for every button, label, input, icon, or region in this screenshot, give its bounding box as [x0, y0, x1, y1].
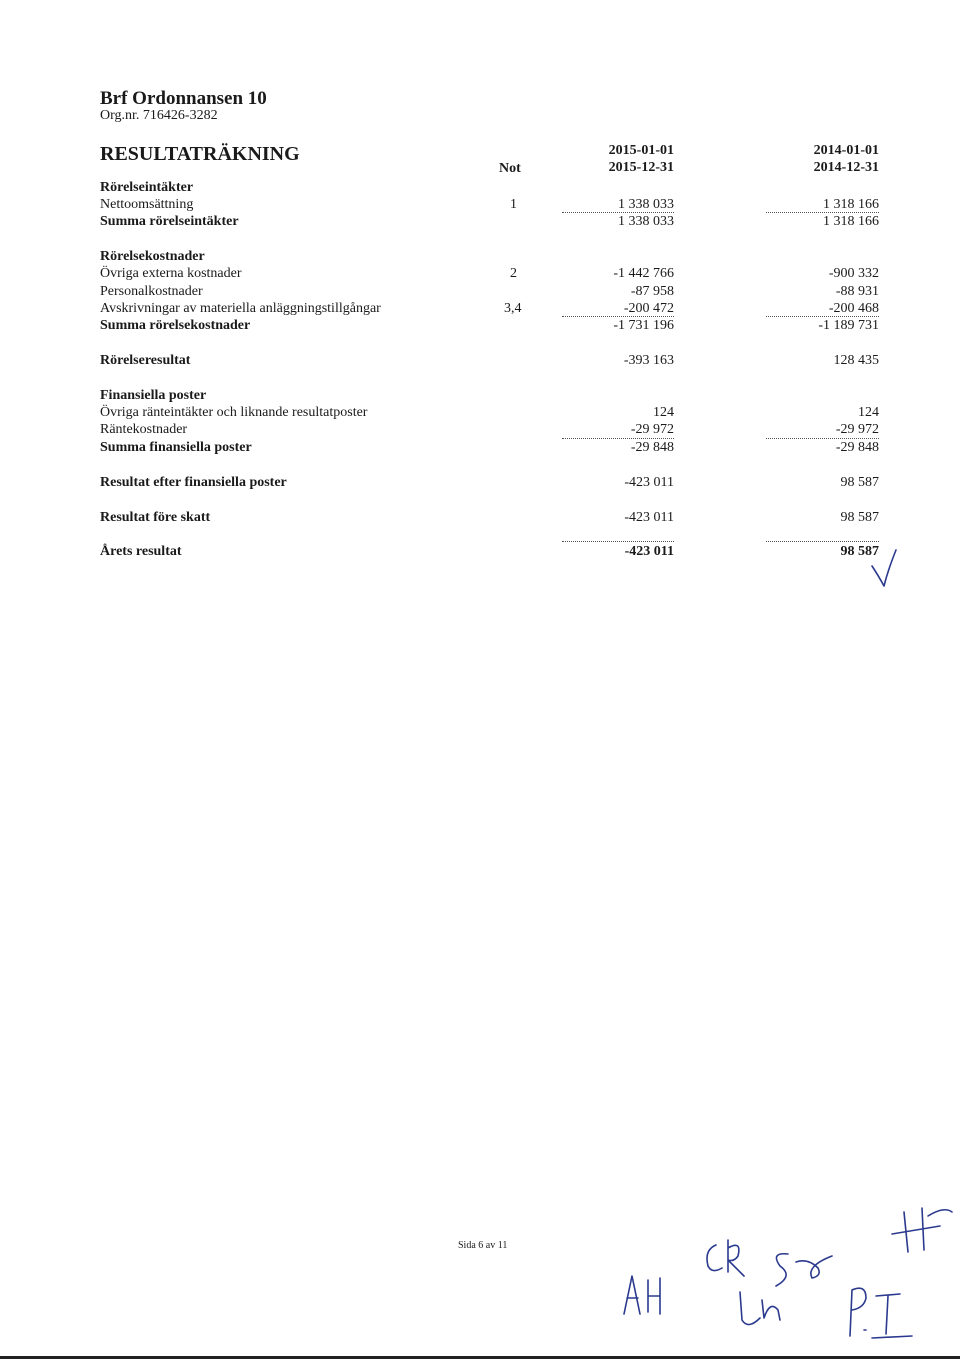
current-period-start: 2015-01-01 [608, 143, 674, 158]
row-previous-depreciation: -200 468 [828, 301, 879, 316]
previous-period-start: 2014-01-01 [813, 143, 879, 158]
section-heading-operating-expenses: Rörelsekostnader [100, 249, 205, 264]
row-label-operating-result: Rörelseresultat [100, 353, 191, 368]
row-current-total-operating-expenses: -1 731 196 [613, 318, 674, 333]
row-label-total-operating-expenses: Summa rörelsekostnader [100, 318, 251, 333]
check-mark [872, 550, 896, 586]
row-label-net-sales: Nettoomsättning [100, 197, 194, 212]
row-previous-net-result-for-year: 98 587 [840, 544, 879, 559]
initials-h [892, 1208, 952, 1252]
row-label-other-external-costs: Övriga externa kostnader [100, 266, 242, 281]
row-previous-net-sales: 1 318 166 [823, 197, 879, 212]
initials-pt-t [872, 1294, 912, 1338]
initials-ah-h [648, 1278, 660, 1314]
row-current-net-sales: 1 338 033 [618, 197, 674, 212]
row-current-operating-result: -393 163 [623, 353, 674, 368]
row-previous-total-operating-expenses: -1 189 731 [818, 318, 879, 333]
organization-name: Brf Ordonnansen 10 [100, 88, 267, 109]
row-current-total-operating-income: 1 338 033 [618, 214, 674, 229]
initials-cr-r [728, 1240, 744, 1276]
page-number: Sida 6 av 11 [458, 1240, 508, 1251]
initials-cr-c [707, 1245, 722, 1271]
previous-period-end: 2014-12-31 [813, 160, 879, 175]
current-period-end: 2015-12-31 [608, 160, 674, 175]
row-current-interest-income: 124 [653, 405, 674, 420]
section-heading-operating-income: Rörelseintäkter [100, 180, 194, 195]
initials-pt-p [850, 1288, 866, 1336]
row-current-total-financial-items: -29 848 [630, 440, 674, 455]
row-label-interest-expenses: Räntekostnader [100, 422, 188, 437]
row-label-total-operating-income: Summa rörelseintäkter [100, 214, 239, 229]
row-label-personnel-costs: Personalkostnader [100, 284, 203, 299]
row-previous-total-financial-items: -29 848 [835, 440, 879, 455]
row-label-interest-income: Övriga ränteintäkter och liknande resultatposter [100, 405, 368, 420]
note-column-header: Not [499, 161, 521, 176]
initials-un [740, 1292, 780, 1325]
row-previous-total-operating-income: 1 318 166 [823, 214, 879, 229]
organization-number: Org.nr. 716426-3282 [100, 108, 218, 123]
row-label-result-before-tax: Resultat före skatt [100, 510, 211, 525]
row-note-depreciation: 3,4 [504, 301, 522, 316]
page-bottom-edge [0, 1356, 960, 1359]
row-current-personnel-costs: -87 958 [630, 284, 674, 299]
row-previous-result-after-financial-items: 98 587 [840, 475, 879, 490]
initials-sb-flourish [796, 1256, 832, 1278]
row-label-net-result-for-year: Årets resultat [100, 544, 182, 559]
row-previous-result-before-tax: 98 587 [840, 510, 879, 525]
row-note-net-sales: 1 [510, 197, 517, 212]
row-previous-interest-income: 124 [858, 405, 879, 420]
row-label-result-after-financial-items: Resultat efter finansiella poster [100, 475, 287, 490]
row-current-net-result-for-year: -423 011 [624, 544, 674, 559]
row-previous-other-external-costs: -900 332 [828, 266, 879, 281]
row-previous-personnel-costs: -88 931 [835, 284, 879, 299]
section-heading-financial-items: Finansiella poster [100, 388, 207, 403]
row-previous-operating-result: 128 435 [833, 353, 879, 368]
row-current-depreciation: -200 472 [623, 301, 674, 316]
row-current-other-external-costs: -1 442 766 [613, 266, 674, 281]
row-label-total-financial-items: Summa finansiella poster [100, 440, 252, 455]
row-label-depreciation: Avskrivningar av materiella anläggningstillgångar [100, 301, 381, 316]
statement-title: RESULTATRÄKNING [100, 143, 300, 165]
row-current-interest-expenses: -29 972 [630, 422, 674, 437]
row-current-result-before-tax: -423 011 [624, 510, 674, 525]
row-current-result-after-financial-items: -423 011 [624, 475, 674, 490]
initials-sb-s [776, 1254, 788, 1286]
initials-ah-a [624, 1276, 640, 1314]
row-note-other-external-costs: 2 [510, 266, 517, 281]
row-previous-interest-expenses: -29 972 [835, 422, 879, 437]
